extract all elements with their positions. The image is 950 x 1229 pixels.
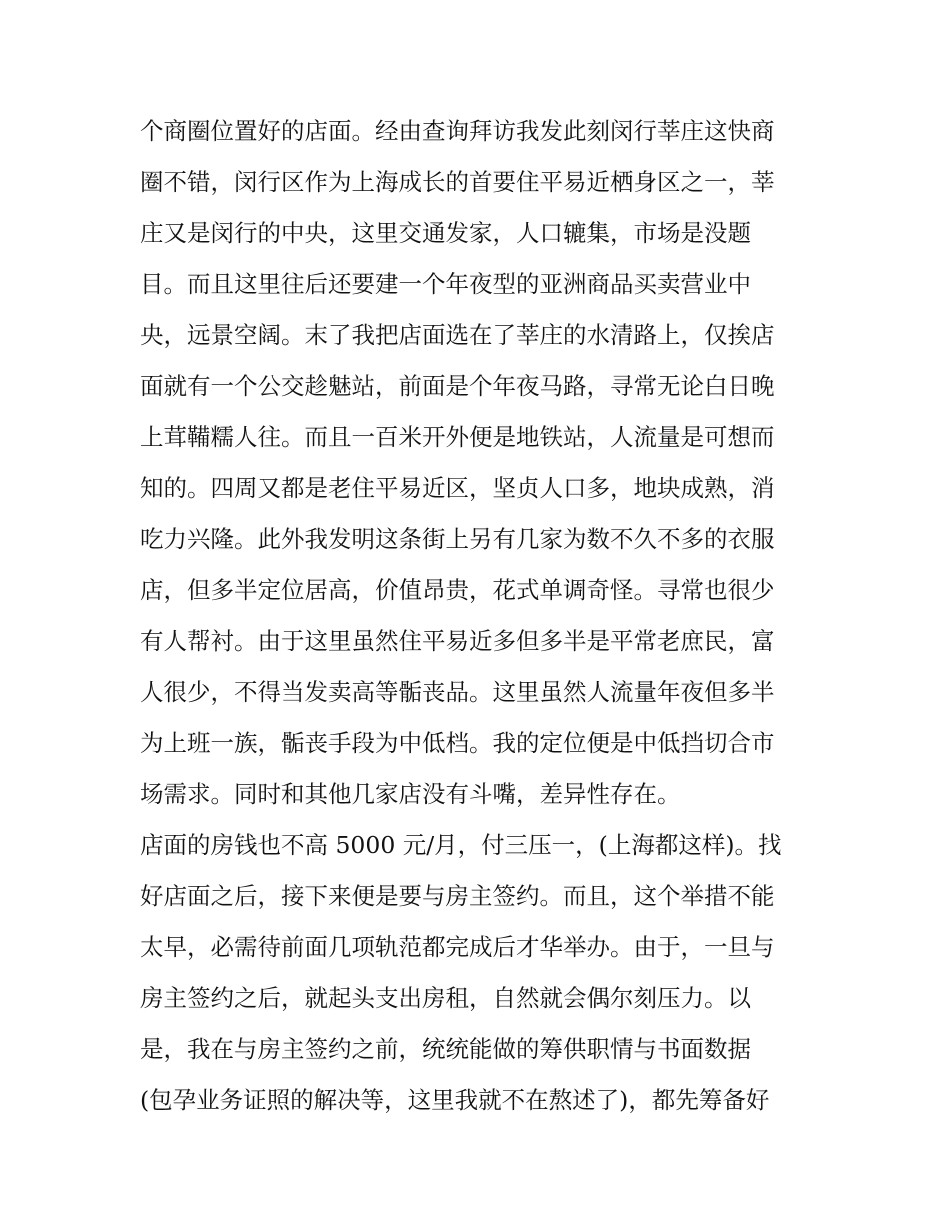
text-line: 圈不错，闵行区作为上海成长的首要住平易近栖身区之一，莘: [140, 168, 775, 196]
text-line: 央，远景空阔。末了我把店面选在了莘庄的水清路上，仅挨店: [140, 321, 775, 349]
text-line: 上茸鞴糯人往。而且一百米开外便是地铁站，人流量是可想而: [140, 423, 775, 451]
text-line: 个商圈位置好的店面。经由查询拜访我发此刻闵行莘庄这快商: [140, 117, 775, 145]
text-line: 房主签约之后，就起头支出房租，自然就会偶尔刻压力。以: [140, 984, 751, 1012]
body-text: [140, 106, 830, 1126]
text-line: 店，但多半定位居高，价值昂贵，花式单调奇怪。寻常也很少: [140, 576, 775, 604]
text-line: 场需求。同时和其他几家店没有斗嘴，差异性存在。: [140, 780, 681, 808]
text-line: 为上班一族，骺丧手段为中低档。我的定位便是中低挡切合市: [140, 729, 775, 757]
text-line: 店面的房钱也不高 5000 元/月，付三压一，(上海都这样)。找: [140, 831, 782, 859]
text-line: (包孕业务证照的解决等，这里我就不在熬述了)，都先筹备好: [140, 1086, 770, 1114]
text-line: 吃力兴隆。此外我发明这条街上另有几家为数不久不多的衣服: [140, 525, 775, 553]
text-line: 好店面之后，接下来便是要与房主签约。而且，这个举措不能: [140, 882, 775, 910]
text-line: 人很少，不得当发卖高等骺丧品。这里虽然人流量年夜但多半: [140, 678, 775, 706]
text-line: 面就有一个公交趁魅站，前面是个年夜马路，寻常无论白日晚: [140, 372, 775, 400]
text-line: 目。而且这里往后还要建一个年夜型的亚洲商品买卖营业中: [140, 270, 751, 298]
text-line: 是，我在与房主签约之前，统统能做的筹供职情与书面数据: [140, 1035, 751, 1063]
text-line: 有人帮衬。由于这里虽然住平易近多但多半是平常老庶民，富: [140, 627, 775, 655]
text-line: 太早，必需待前面几项轨范都完成后才华举办。由于，一旦与: [140, 933, 775, 961]
text-line: 庄又是闵行的中央，这里交通发家，人口辘集，市场是没题: [140, 219, 751, 247]
text-line: 知的。四周又都是老住平易近区，坚贞人口多，地块成熟，消: [140, 474, 775, 502]
